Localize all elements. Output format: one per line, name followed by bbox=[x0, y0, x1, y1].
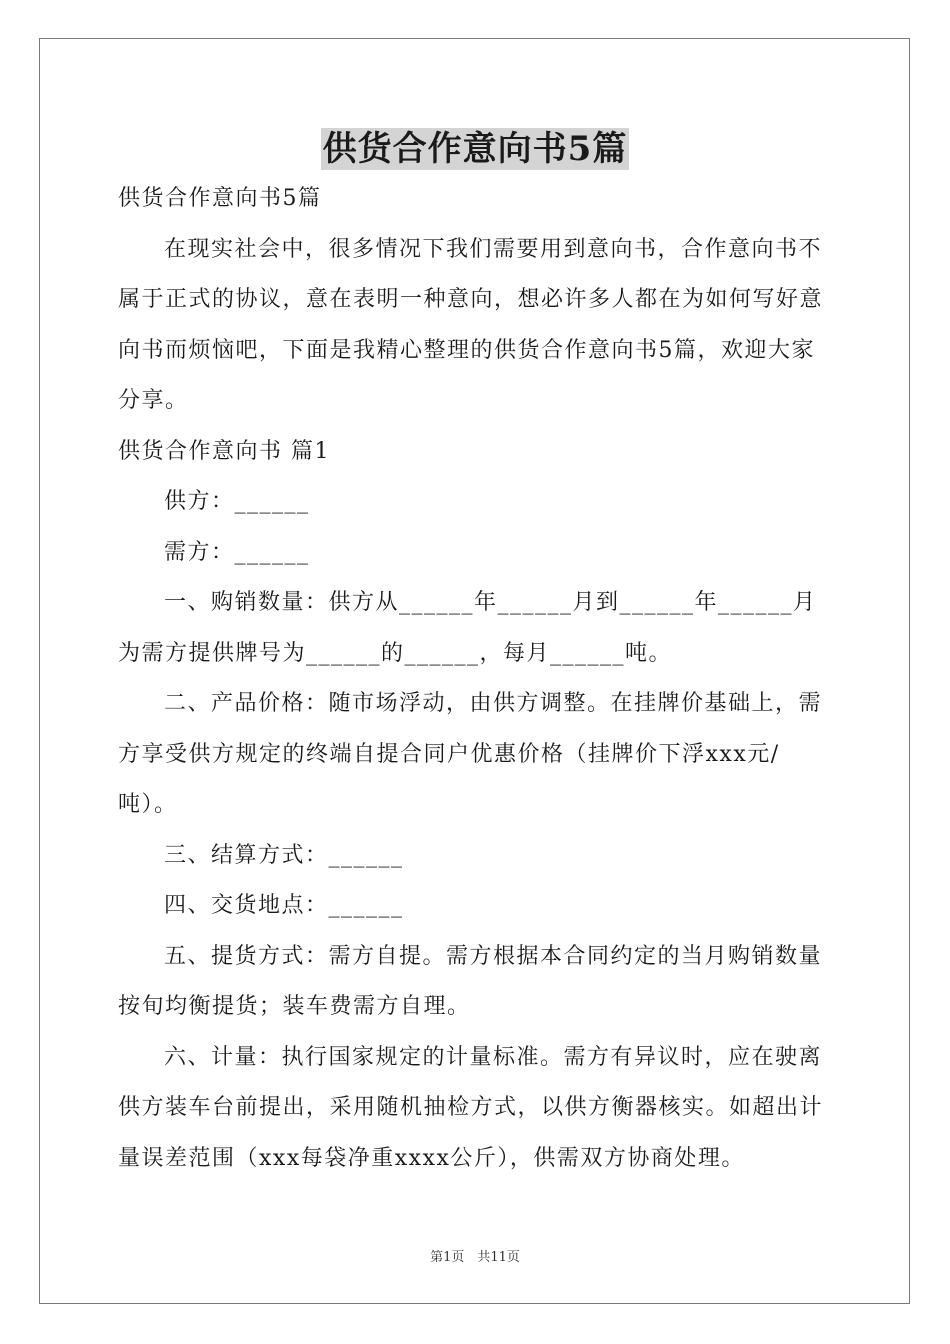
document-body bbox=[118, 174, 834, 1184]
clause-pickup: 五、提货方式：需方自提。需方根据本合同约定的当月购销数量按旬均衡提货；装车费需方自理。 bbox=[118, 943, 823, 1019]
buyer-line: 需方：______ bbox=[164, 539, 310, 565]
clause-price: 二、产品价格：随市场浮动，由供方调整。在挂牌价基础上，需方享受供方规定的终端自提合同户优惠价格（挂牌价下浮xxx元/吨）。 bbox=[118, 691, 823, 817]
title-container bbox=[0, 128, 950, 170]
page-footer: 第1页 共11页 bbox=[430, 1250, 520, 1265]
supplier-line: 供方：______ bbox=[164, 489, 310, 514]
clause-measurement: 六、计量：执行国家规定的计量标准。需方有异议时，应在驶离供方装车台前提出，采用随机抽检方式，以供方衡器核实。如超出计量误差范围（xxx每袋净重xxxx公斤），供需双方协商处理。 bbox=[118, 1044, 824, 1171]
section-heading: 供货合作意向书 篇1 bbox=[118, 438, 330, 464]
intro-paragraph: 在现实社会中，很多情况下我们需要用到意向书，合作意向书不属于正式的协议，意在表明一种意向，想必许多人都在为如何写好意向书而烦恼吧，下面是我精心整理的供货合作意向书5篇，欢迎大家分享。 bbox=[118, 236, 824, 413]
clause-quantity: 一、购销数量：供方从______年______月到______年______月为需方提供牌号为______的______，每月______吨。 bbox=[118, 590, 817, 666]
document-title: 供货合作意向书5篇 bbox=[322, 129, 628, 169]
subtitle: 供货合作意向书5篇 bbox=[118, 186, 322, 211]
clause-delivery-place: 四、交货地点：______ bbox=[164, 893, 404, 918]
clause-settlement: 三、结算方式：______ bbox=[164, 842, 404, 868]
